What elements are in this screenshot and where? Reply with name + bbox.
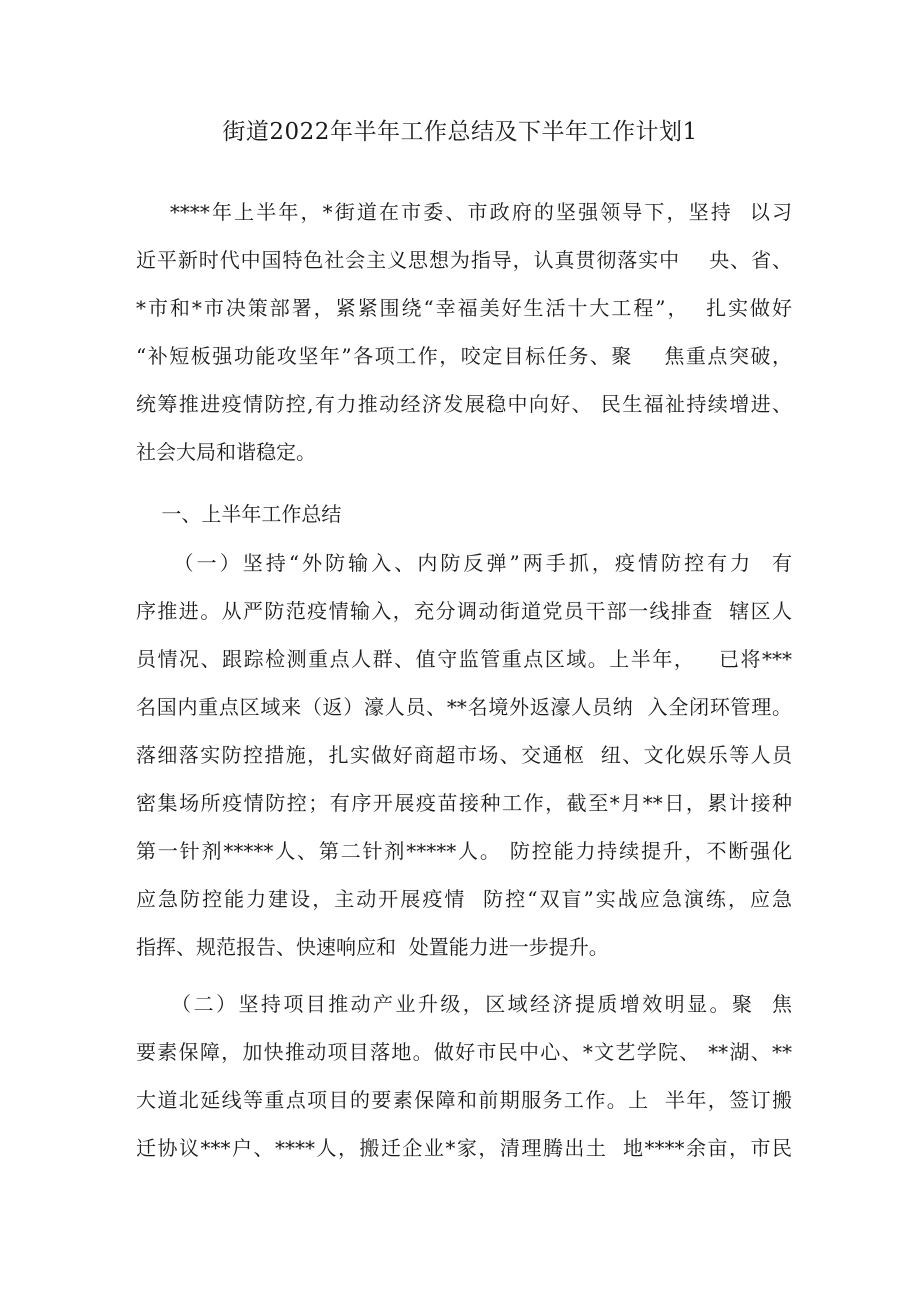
body-text-line: 指挥、规范报告、快速响应和 处置能力进一步提升。 bbox=[136, 935, 609, 959]
body-text-line: 统筹推进疫情防控,有力推动经济发展稳中向好、 民生福祉持续增进、 bbox=[136, 392, 792, 416]
body-text-line: （一）坚持“外防输入、内防反弹”两手抓，疫情防控有力 有 bbox=[136, 551, 792, 575]
body-text-line: 序推进。从严防范疫情输入，充分调动街道党员干部一线排查 辖区人 bbox=[136, 599, 792, 623]
document-title: 街道2022年半年工作总结及下半年工作计划1 bbox=[222, 119, 698, 145]
body-text-line: 要素保障，加快推动项目落地。做好市民中心、*文艺学院、 **湖、** bbox=[136, 1040, 792, 1064]
section-heading: 一、上半年工作总结 bbox=[136, 502, 342, 526]
body-text-line: 密集场所疫情防控；有序开展疫苗接种工作，截至*月**日，累计接种 bbox=[136, 791, 792, 815]
body-text-line: 第一针剂*****人、第二针剂*****人。 防控能力持续提升，不断强化 bbox=[136, 839, 792, 863]
body-text-line: *市和*市决策部署，紧紧围绕“幸福美好生活十大工程”， 扎实做好 bbox=[136, 296, 792, 320]
body-text-line: 近平新时代中国特色社会主义思想为指导，认真贯彻落实中 央、省、 bbox=[136, 248, 792, 272]
body-text-line: 名国内重点区域来（返）濠人员、**名境外返濠人员纳 入全闭环管理。 bbox=[136, 695, 792, 719]
body-text-line: 迁协议***户、****人，搬迁企业*家，清理腾出土 地****余亩，市民 bbox=[136, 1136, 792, 1160]
body-text-line: 大道北延线等重点项目的要素保障和前期服务工作。上 半年，签订搬 bbox=[136, 1088, 792, 1112]
body-text-line: ****年上半年，*街道在市委、市政府的坚强领导下，坚持 以习 bbox=[136, 200, 792, 224]
body-text-line: 员情况、跟踪检测重点人群、值守监管重点区域。上半年， 已将*** bbox=[136, 647, 792, 671]
body-text-line: 落细落实防控措施，扎实做好商超市场、交通枢 纽、文化娱乐等人员 bbox=[136, 743, 792, 767]
body-text-line: “补短板强功能攻坚年”各项工作，咬定目标任务、聚 焦重点突破， bbox=[136, 344, 792, 368]
body-text-line: （二）坚持项目推动产业升级，区域经济提质增效明显。聚 焦 bbox=[136, 992, 792, 1016]
body-text-line: 应急防控能力建设，主动开展疫情 防控“双盲”实战应急演练，应急 bbox=[136, 887, 792, 911]
body-text-line: 社会大局和谐稳定。 bbox=[136, 440, 316, 464]
